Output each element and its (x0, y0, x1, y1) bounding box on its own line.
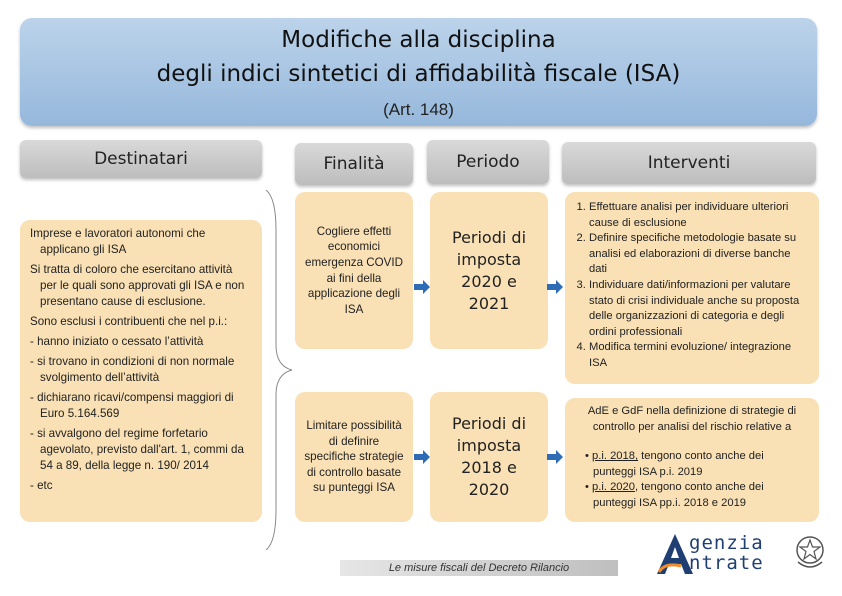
header-destinatari-label: Destinatari (94, 149, 188, 169)
agenzia-entrate-logo (655, 530, 790, 578)
row1-periodo-panel (430, 192, 548, 349)
row2-finalita-text: Limitare possibilità di definire specifiche strategie di controllo basate su punteggi ISA (304, 419, 404, 495)
header-finalita-label: Finalità (323, 154, 385, 174)
destinatari-line: Si tratta di coloro che esercitano attività per le quali sono approvati gli ISA e non presentano cause di esclusione. (30, 263, 245, 308)
logo-text-line1: genzia (689, 532, 764, 554)
header-periodo (427, 140, 549, 184)
bullet-underlined: p.i. 2018, (592, 450, 639, 463)
bullet-text: , tengono conto anche dei punteggi ISA pp.i. 2018 e 2019 (593, 481, 764, 509)
bullet-underlined: p.i. 2020 (592, 481, 635, 494)
logo-text-line2: ntrate (689, 552, 764, 574)
header-interventi-label: Interventi (647, 153, 731, 173)
destinatari-line: - si trovano in condizioni di non normale svolgimento dell’attività (30, 355, 235, 384)
page-title-line1: Modifiche alla disciplina (281, 27, 556, 53)
destinatari-line: - si avvalgono del regime forfetario agevolato, previsto dall'art. 1, commi da 54 a 89, della legge n. 190/ 2014 (30, 427, 244, 472)
footer-caption-text: Le misure fiscali del Decreto Rilancio (388, 562, 570, 574)
interventi-item: 3. Individuare dati/informazioni per valutare stato di crisi individuale anche su proposta delle organizzazioni di categoria e degli ordini professionali (589, 278, 809, 340)
italian-emblem-icon (792, 532, 828, 572)
row1-interventi-panel (565, 192, 819, 384)
arrow-right-icon (414, 280, 430, 294)
row2-bullet-2 (575, 480, 809, 511)
header-interventi (562, 142, 816, 184)
row2-finalita-panel (295, 392, 413, 522)
title-banner (20, 18, 817, 126)
row2-periodo-panel (430, 392, 548, 522)
interventi-list (575, 200, 809, 372)
row1-finalita-panel (295, 192, 413, 349)
row2-interventi-panel (565, 398, 819, 522)
row2-periodo-text: Periodi di imposta 2018 e 2020 (451, 414, 527, 499)
arrow-right-icon (547, 280, 563, 294)
footer-caption (340, 560, 618, 576)
destinatari-line: - hanno iniziato o cessato l’attività (30, 335, 204, 348)
row1-periodo-text: Periodi di imposta 2020 e 2021 (451, 227, 527, 313)
destinatari-line: - etc (30, 479, 53, 492)
page-subtitle: (Art. 148) (383, 100, 454, 119)
row1-finalita-text: Cogliere effetti economici emergenza COVID ai fini della applicazione degli ISA (305, 224, 403, 316)
arrow-right-icon (547, 450, 563, 464)
interventi-item: 2. Definire specifiche metodologie basate su analisi ed elaborazioni di diverse banche dati (589, 231, 809, 278)
page-title-line2: degli indici sintetici di affidabilità fiscale (ISA) (156, 61, 681, 87)
row2-interventi-intro: AdE e GdF nella definizione di strategie di controllo per analisi del rischio relative a (587, 405, 797, 433)
row2-bullet-1 (575, 449, 809, 480)
header-finalita (295, 143, 413, 185)
destinatari-panel (20, 220, 262, 522)
interventi-item: 1. Effettuare analisi per individuare ulteriori cause di esclusione (589, 200, 809, 231)
destinatari-line: - dichiarano ricavi/compensi maggiori di Euro 5.164.569 (30, 391, 234, 420)
bullet-icon: • (585, 481, 593, 494)
destinatari-line: Sono esclusi i contribuenti che nel p.i.: (30, 315, 228, 328)
header-destinatari (20, 140, 262, 178)
header-periodo-label: Periodo (456, 152, 520, 172)
bullet-text: tengono conto anche dei punteggi ISA p.i. 2019 (593, 450, 764, 478)
bullet-icon: • (585, 450, 593, 463)
arrow-right-icon (414, 450, 430, 464)
destinatari-line: Imprese e lavoratori autonomi che applicano gli ISA (30, 227, 206, 256)
interventi-item: 4. Modifica termini evoluzione/ integrazione ISA (589, 340, 809, 371)
